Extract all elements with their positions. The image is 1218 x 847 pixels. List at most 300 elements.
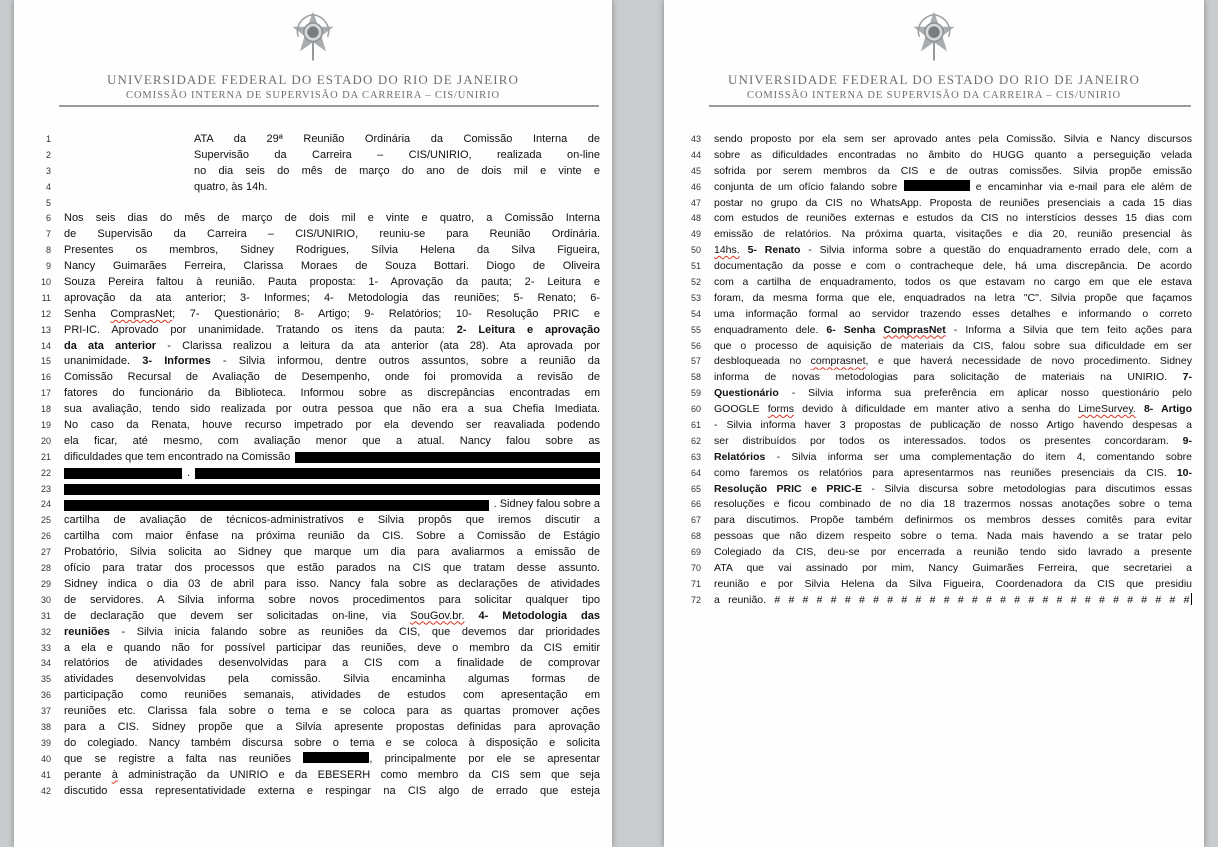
bold-text-run: 9- <box>1182 434 1192 447</box>
bold-text-run: Resolução PRIC e PRIC-E <box>714 482 862 495</box>
text-run: - Silvia informa sua preferência em aplicar nosso questionário pelo <box>778 387 1192 400</box>
line-text <box>714 323 1204 339</box>
line-number: 12 <box>40 308 51 319</box>
line-number: 3 <box>45 165 51 176</box>
line-number: 71 <box>690 578 701 589</box>
header-divider <box>709 105 1191 107</box>
line-number: 16 <box>40 372 51 383</box>
text-run: Comissão Recursal de Avaliação de Desempenho, onde foi promovida a revisão de <box>64 371 600 384</box>
line-text <box>64 704 612 720</box>
line-text <box>64 418 612 434</box>
text-run: sendo proposto por ela sem ser aprovado antes pela Comissão. Silvia e Nancy discursos <box>714 133 1192 145</box>
line-text <box>64 450 612 466</box>
line-number: 65 <box>690 483 701 494</box>
line-text <box>64 529 612 545</box>
document-line <box>664 466 1204 482</box>
text-run: postar no grupo da CIS no WhatsApp. Proposta de reuniões presenciais a cada 15 dias <box>714 196 1192 209</box>
line-text <box>714 386 1204 402</box>
text-run: discutido essa representatividade externa e respingar na CIS algo de errado que esteja <box>64 784 600 797</box>
text-run: informa de novas metodologias para solicitação de materiais na UNIRIO. <box>714 371 1183 384</box>
document-line <box>14 196 612 212</box>
university-title: UNIVERSIDADE FEDERAL DO ESTADO DO RIO DE JANEIRO <box>727 72 1140 87</box>
document-line <box>14 323 612 339</box>
document-line <box>14 609 612 625</box>
line-number: 31 <box>40 610 51 621</box>
document-line <box>664 418 1204 434</box>
line-number: 58 <box>690 372 701 383</box>
bold-text-run: 3- Informes <box>142 355 211 368</box>
text-run: unanimidade. <box>64 355 143 368</box>
text-run: fatores do funcionário da Biblioteca. Informou sobre as discrepâncias encontradas em <box>64 387 600 400</box>
text-run: relatórios de atividades desenvolvidas para a CIS com a finalidade de comprovar <box>64 657 600 670</box>
line-text <box>64 196 612 212</box>
commission-title: COMISSÃO INTERNA DE SUPERVISÃO DA CARREIRA – CIS/UNIRIO <box>126 90 500 101</box>
text-run: reunião e por Silvia Helena da Silva Figueira, Coordenadora da CIS que presidiu <box>714 577 1192 590</box>
document-line <box>14 339 612 355</box>
document-page-2[interactable] <box>664 0 1204 847</box>
line-number: 21 <box>40 451 51 462</box>
line-text <box>64 243 612 259</box>
document-line <box>14 450 612 466</box>
text-run: , principalmente por ele se apresentar <box>369 752 600 765</box>
line-number: 27 <box>40 547 51 558</box>
text-run: Supervisão da Carreira – CIS/UNIRIO, realizada on-line <box>194 148 600 161</box>
redaction-bar <box>295 452 600 463</box>
document-line <box>14 720 612 736</box>
line-number: 56 <box>690 340 701 351</box>
document-line <box>664 434 1204 450</box>
line-text <box>714 148 1204 164</box>
document-line <box>14 132 612 148</box>
university-title: UNIVERSIDADE FEDERAL DO ESTADO DO RIO DE JANEIRO <box>106 72 519 87</box>
line-text <box>64 354 612 370</box>
line-text <box>714 402 1204 418</box>
text-run: como faremos os relatórios para apresentarmos nas reuniões presenciais da CIS. <box>714 466 1177 479</box>
line-number: 35 <box>40 674 51 685</box>
spellchecked-text-run: à <box>111 768 118 781</box>
coat-of-arms-icon <box>290 9 336 63</box>
spellchecked-text-run: ComprasNet <box>110 307 173 320</box>
text-run: aprovação da ata anterior; 3- Informes; 4- Metodologia das reuniões; 5- Renato; 6- <box>64 291 600 304</box>
spellchecked-text-run: ComprasNet <box>883 323 946 336</box>
redaction-bar <box>303 752 369 763</box>
text-run: . <box>187 466 191 479</box>
text-run: GOOGLE <box>714 403 768 416</box>
document-line <box>14 275 612 291</box>
document-line <box>14 784 612 800</box>
text-run: ser distribuídos por todos os interessados. todos os presentes concordaram. <box>714 434 1183 447</box>
spellchecked-text-run: SouGov.br. <box>410 609 465 622</box>
line-number: 26 <box>40 531 51 542</box>
text-run: de declaração que devem ser solicitadas on-line, via <box>64 609 411 622</box>
text-run: reuniões etc. Clarissa fala sobre o tema e se coloca para as quartas promover ações <box>64 705 600 718</box>
text-run: sobre as dificuldades encontradas no âmbito do HUGG quanto a perseguição velada <box>714 148 1192 161</box>
line-number: 5 <box>45 197 51 208</box>
text-run: com a cartilha de enquadramento, todos os que estavam no cargo em que ele estava <box>714 276 1192 289</box>
line-text <box>64 259 612 275</box>
redaction-bar <box>904 180 970 191</box>
document-line <box>14 434 612 450</box>
document-line <box>664 132 1204 148</box>
document-line <box>14 561 612 577</box>
text-run: uma informação formal ao servidor trazendo esses detalhes e informando o correto <box>714 307 1192 320</box>
line-number: 63 <box>690 451 701 462</box>
text-run: - Silvia discursa sobre metodologias para discutimos essas <box>861 482 1192 495</box>
document-line <box>664 450 1204 466</box>
document-line <box>664 211 1204 227</box>
line-number: 49 <box>690 229 701 240</box>
line-text <box>64 275 612 291</box>
spellchecked-text-run: 14hs. <box>714 244 740 257</box>
line-text <box>714 513 1204 529</box>
line-text <box>64 513 612 529</box>
document-line <box>14 513 612 529</box>
text-run: - Silvia inicia falando sobre as reuniões da CIS, que devemos dar prioridades <box>109 625 600 638</box>
text-run: para a CIS. Sidney propõe que a Silvia apresente propostas definidas para aprovação <box>64 720 600 733</box>
document-line <box>664 291 1204 307</box>
line-number: 38 <box>40 721 51 732</box>
document-line <box>14 307 612 323</box>
line-text <box>64 752 612 768</box>
text-run: Senha <box>64 307 111 320</box>
bold-text-run: 6- Senha <box>826 323 884 336</box>
line-number: 15 <box>40 356 51 367</box>
text-run: Presentes os membros, Sidney Rodrigues, Sílvia Helena da Silva Figueira, <box>64 244 600 257</box>
line-text <box>64 132 612 148</box>
line-text <box>714 164 1204 180</box>
line-number: 54 <box>690 308 701 319</box>
line-text <box>64 768 612 784</box>
line-number: 69 <box>690 547 701 558</box>
line-text <box>64 323 612 339</box>
line-number: 24 <box>40 499 51 510</box>
line-number: 53 <box>690 292 701 303</box>
line-number: 22 <box>40 467 51 478</box>
document-line <box>664 227 1204 243</box>
document-line <box>14 688 612 704</box>
text-run: , e que haverá necessidade de novo procedimento. Sidney <box>865 355 1192 368</box>
document-line <box>14 768 612 784</box>
line-text <box>714 196 1204 212</box>
document-line <box>664 339 1204 355</box>
line-text <box>64 561 612 577</box>
line-number: 28 <box>40 563 51 574</box>
document-line <box>14 180 612 196</box>
text-run: - Clarissa realizou a leitura da ata anterior (ata 28). Ata aprovada por <box>156 339 600 352</box>
text-run: Souza Pereira faltou à reunião. Pauta proposta: 1- Aprovação da pauta; 2- Leitura e <box>64 276 600 289</box>
text-run: ela ficar, até mesmo, com avaliação menor que a atual. Nancy falou sobre as <box>64 434 600 447</box>
line-number: 48 <box>690 213 701 224</box>
line-number: 23 <box>40 483 51 494</box>
line-text <box>64 307 612 323</box>
line-text <box>64 545 612 561</box>
document-line <box>14 211 612 227</box>
line-number: 50 <box>690 245 701 256</box>
text-run <box>740 244 748 256</box>
text-run: atividades desenvolvidas pela comissão. Silvia encaminha algumas formas de <box>64 673 600 686</box>
coat-of-arms-icon <box>911 9 957 63</box>
line-text <box>64 370 612 386</box>
line-number: 10 <box>40 277 51 288</box>
line-text <box>714 275 1204 291</box>
document-line <box>14 529 612 545</box>
text-run: conjunta de um ofício falando sobre <box>714 180 904 193</box>
line-number: 29 <box>40 578 51 589</box>
document-line <box>14 227 612 243</box>
line-number: 1 <box>45 134 51 144</box>
line-text <box>714 434 1204 450</box>
header-divider <box>59 105 599 107</box>
line-text <box>64 593 612 609</box>
document-line <box>664 259 1204 275</box>
bold-text-run: Questionário <box>714 387 779 400</box>
text-run: resoluções e ficou combinado de no dia 18 trazermos nossas anotações sobre o tema <box>714 498 1192 511</box>
line-number: 57 <box>690 356 701 367</box>
line-text <box>64 736 612 752</box>
line-text <box>714 450 1204 466</box>
line-text <box>714 482 1204 498</box>
bold-text-run: 5- Renato <box>747 244 801 257</box>
commission-title: COMISSÃO INTERNA DE SUPERVISÃO DA CARREIRA – CIS/UNIRIO <box>747 90 1121 101</box>
document-line <box>664 497 1204 513</box>
line-number: 19 <box>40 420 51 431</box>
line-number: 7 <box>45 229 51 240</box>
line-text <box>64 641 612 657</box>
line-text <box>714 227 1204 243</box>
line-text <box>64 784 612 800</box>
document-line <box>14 656 612 672</box>
line-text <box>714 529 1204 545</box>
redaction-bar <box>64 468 182 479</box>
text-run: ofício para tratar dos processos que estão parados na CIS que tratam desse assunto. <box>64 562 600 575</box>
line-text <box>714 259 1204 275</box>
text-run: Nos seis dias do mês de março de dois mil e vinte e quatro, a Comissão Interna <box>64 212 600 225</box>
bold-text-run: Relatórios <box>714 450 766 463</box>
text-run: desbloqueada no <box>714 355 811 368</box>
text-cursor <box>1191 593 1193 605</box>
text-run: - Silvia informa ser uma complementação do item 4, comentando sobre <box>765 450 1192 463</box>
document-line <box>14 577 612 593</box>
text-run: a reunião. # # # # # # # # # # # # # # # # # # # # # # # # # # # # # # <box>714 593 1190 606</box>
line-number: 37 <box>40 706 51 717</box>
line-text <box>714 561 1204 577</box>
document-line <box>14 736 612 752</box>
text-run: pessoas que não dizem respeito sobre o tema. Nada mais havendo a se tratar pelo <box>714 530 1192 543</box>
document-line <box>14 466 612 482</box>
document-line <box>664 593 1204 609</box>
text-run: Nancy Guimarães Ferreira, Clarissa Moraes de Souza Bottari. Diogo de Oliveira <box>64 260 600 273</box>
line-number: 72 <box>690 594 701 605</box>
document-line <box>14 497 612 513</box>
line-number: 32 <box>40 626 51 637</box>
spellchecked-text-run: comprasnet <box>810 355 866 368</box>
document-line <box>14 370 612 386</box>
document-line <box>664 164 1204 180</box>
text-run: devido à dificuldade em manter ativo a senha do <box>793 403 1079 416</box>
line-number: 14 <box>40 340 51 351</box>
document-line <box>664 561 1204 577</box>
line-text <box>64 434 612 450</box>
text-run: Colegiado da CIS, deu-se por encerrada a reunião tendo sido lavrado a presente <box>714 546 1192 559</box>
document-line <box>14 704 612 720</box>
document-line <box>664 577 1204 593</box>
line-text <box>714 211 1204 227</box>
page-header <box>14 0 612 107</box>
line-number: 51 <box>690 261 701 272</box>
line-number: 62 <box>690 435 701 446</box>
document-line <box>664 370 1204 386</box>
line-number: 61 <box>690 420 701 431</box>
text-run: cartilha de avaliação de técnicos-administrativos e Silvia propôs que iremos discutir a <box>64 514 600 527</box>
text-run: Sidney indica o dia 03 de abril para isso. Nancy fala sobre as declarações de atividades <box>64 577 600 590</box>
document-line <box>664 529 1204 545</box>
line-number: 70 <box>690 563 701 574</box>
line-text <box>64 180 612 196</box>
line-text <box>714 497 1204 513</box>
line-text <box>714 577 1204 593</box>
line-text <box>64 625 612 641</box>
line-text <box>714 180 1204 196</box>
page-header <box>664 0 1204 107</box>
document-line <box>14 593 612 609</box>
document-page-1[interactable] <box>14 0 612 847</box>
line-text <box>714 243 1204 259</box>
line-text <box>64 672 612 688</box>
spellchecked-text-run: forms <box>767 403 794 416</box>
document-line <box>664 513 1204 529</box>
line-number: 2 <box>45 149 51 160</box>
text-run: sua avaliação, tendo sido realizada por outra pessoa que não era a sua Chefia Imediata. <box>64 403 600 416</box>
document-line <box>664 307 1204 323</box>
text-run: ATA da 29ª Reunião Ordinária da Comissão Interna de <box>194 133 600 145</box>
text-run: para discutimos. Propõe também definirmos os membros desses comitês para evitar <box>714 514 1192 527</box>
text-run: administração da UNIRIO e da EBESERH como membro da CIS sem que seja <box>117 768 600 781</box>
line-text <box>64 497 612 513</box>
line-number: 36 <box>40 690 51 701</box>
redaction-bar <box>195 468 600 479</box>
document-line <box>14 148 612 164</box>
text-run: - Informa a Silvia que tem feito ações para <box>945 323 1192 336</box>
text-run: de Supervisão da Carreira – CIS/UNIRIO, reuniu-se para Reunião Ordinária. <box>64 228 600 241</box>
line-text <box>64 656 612 672</box>
page-1-text-body[interactable] <box>14 132 612 799</box>
line-text <box>714 466 1204 482</box>
line-number: 8 <box>45 245 51 256</box>
document-line <box>14 291 612 307</box>
line-text <box>64 227 612 243</box>
line-number: 64 <box>690 467 701 478</box>
line-number: 44 <box>690 149 701 160</box>
line-number: 46 <box>690 181 701 192</box>
line-number: 66 <box>690 499 701 510</box>
document-line <box>14 752 612 768</box>
bold-text-run: 10- <box>1176 466 1192 479</box>
text-run: Probatório, Silvia solicita ao Sidney que marque um dia para avaliarmos a emissão de <box>64 546 600 559</box>
text-run: com estudos de reuniões externas e estudos da CIS no interstícios desses 15 dias com <box>714 212 1192 225</box>
text-run: que se registre a falta nas reuniões <box>64 752 304 765</box>
text-run: - Silvia informa haver 3 propostas de publicação de nosso Artigo havendo despesas a <box>714 419 1192 432</box>
line-text <box>64 402 612 418</box>
text-run: no dia seis do mês de março do ano de dois mil e vinte e <box>194 164 600 177</box>
page-2-text-body[interactable] <box>664 132 1204 609</box>
document-line <box>14 641 612 657</box>
line-number: 43 <box>690 134 701 144</box>
document-line <box>664 323 1204 339</box>
line-number: 47 <box>690 197 701 208</box>
line-text <box>714 354 1204 370</box>
text-run: participação como reuniões semanais, atividades de estudos com apresentação em <box>64 689 600 702</box>
document-line <box>664 386 1204 402</box>
document-line <box>14 164 612 180</box>
document-line <box>664 275 1204 291</box>
text-run: e encaminhar via e-mail para ele além de <box>969 180 1192 193</box>
line-number: 13 <box>40 324 51 335</box>
line-text <box>64 339 612 355</box>
line-text <box>64 386 612 402</box>
text-run: - Silvia informa sobre a questão do enquadramento errado dele, com a <box>800 244 1193 257</box>
line-number: 34 <box>40 658 51 669</box>
text-run <box>1136 403 1144 415</box>
document-line <box>664 354 1204 370</box>
text-run: cartilha com maior ênfase na próxima reunião da CIS. Sobre a Comissão de Estágio <box>64 530 600 543</box>
text-run: ATA que vai assinado por mim, Nancy Guimarães Ferreira, que secretariei a <box>714 562 1192 575</box>
line-number: 25 <box>40 515 51 526</box>
line-number: 41 <box>40 769 51 780</box>
text-run: emissão de relatórios. Na próxima quarta, visitações e dia 20, reunião presencial às <box>714 228 1192 241</box>
line-number: 33 <box>40 642 51 653</box>
line-text <box>64 577 612 593</box>
text-run: enquadramento dele. <box>714 323 827 336</box>
line-number: 30 <box>40 594 51 605</box>
line-number: 20 <box>40 435 51 446</box>
bold-text-run: 2- Leitura e aprovação <box>456 323 600 336</box>
line-text <box>714 132 1204 148</box>
line-number: 60 <box>690 404 701 415</box>
line-text <box>714 593 1204 609</box>
document-line <box>14 418 612 434</box>
line-text <box>64 148 612 164</box>
text-run: No caso da Renata, houve recurso impetrado por ela devendo ser reavaliada podendo <box>64 419 600 432</box>
document-line <box>14 243 612 259</box>
text-run: documentação da posse e com o contracheque dele, há uma discrepância. De acordo <box>714 260 1192 273</box>
text-run: perante <box>64 768 112 781</box>
line-number: 11 <box>41 292 51 303</box>
line-number: 68 <box>690 531 701 542</box>
document-line <box>14 672 612 688</box>
line-text <box>714 418 1204 434</box>
redaction-bar <box>64 500 489 511</box>
document-line <box>664 402 1204 418</box>
line-text <box>714 545 1204 561</box>
line-number: 6 <box>45 213 51 224</box>
text-run: - Silvia informou, dentre outros assuntos, sobre a reunião da <box>210 355 601 368</box>
document-line <box>664 243 1204 259</box>
text-run: PRI-IC. Aprovado por unanimidade. Tratando os itens da pauta: <box>64 323 457 336</box>
bold-text-run: reuniões <box>64 625 110 638</box>
line-number: 42 <box>40 785 51 796</box>
bold-text-run: 7- <box>1182 371 1192 384</box>
document-line <box>14 386 612 402</box>
text-run: ; 7- Questionário; 8- Artigo; 9- Relatórios; 10- Resolução PRIC e <box>172 307 600 320</box>
bold-text-run: 8- Artigo <box>1143 403 1192 416</box>
line-number: 59 <box>690 388 701 399</box>
text-run: que o processo de aquisição de materiais da CIS, falou sobre sua dificuldade em ser <box>714 339 1192 352</box>
line-number: 40 <box>40 753 51 764</box>
text-run: do colegiado. Nancy também discursa sobre o tema e se coloca à disposição e solicita <box>64 736 600 749</box>
document-line <box>14 354 612 370</box>
document-line <box>664 482 1204 498</box>
document-line <box>14 259 612 275</box>
